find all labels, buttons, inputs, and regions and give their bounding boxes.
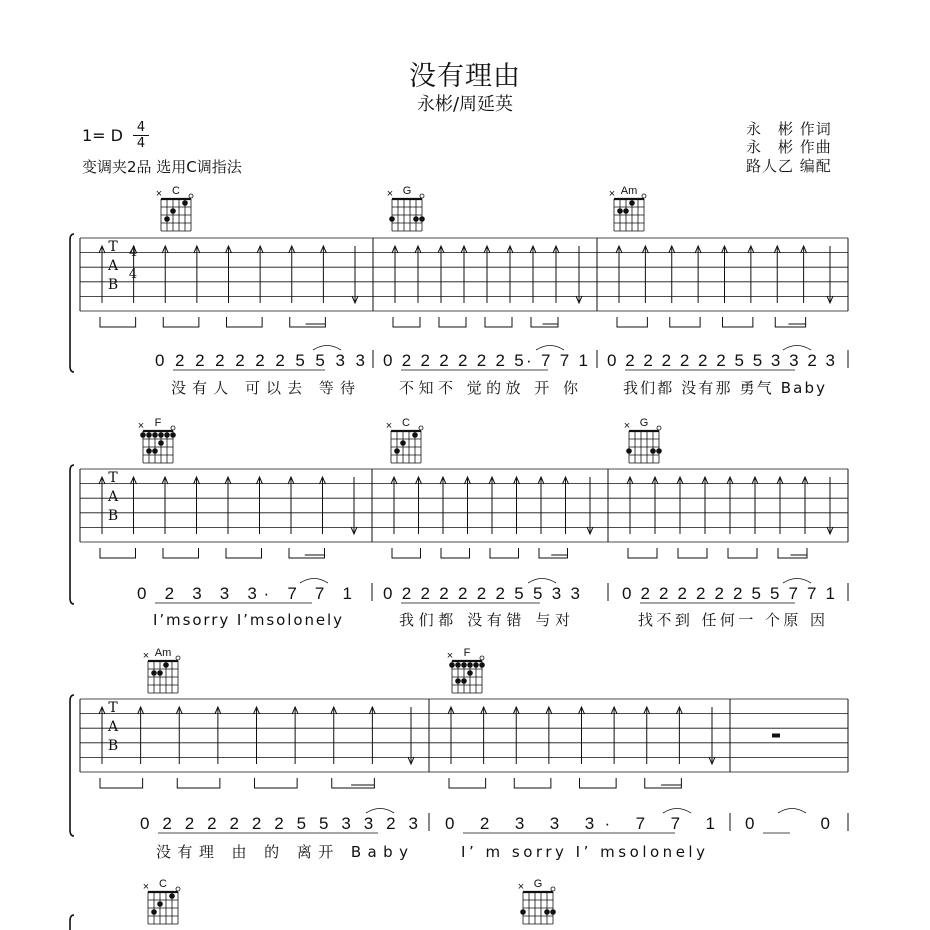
system-bracket [70,695,74,836]
rhythm-beam [531,317,558,327]
chord-finger-dot [455,662,461,668]
chord-finger-dot [170,208,176,214]
credit-lyricist: 永 彬 作词 [746,120,832,138]
chord-muted-string: × [446,650,454,662]
rhythm-beam [393,317,420,327]
chord-muted-string: × [142,881,150,893]
chord-muted-string: × [386,188,394,200]
chord-finger-dot [169,893,175,899]
time-signature-top: 4 [136,120,146,135]
rhythm-beam [100,778,143,788]
chord-muted-string: × [623,420,631,432]
jianpu-measure: 0 2 2 2 2 2 2 5· 7 7 1 [383,351,588,370]
chord-finger-dot [617,208,623,214]
chord-muted-string: × [137,420,145,432]
tie-slur [783,579,811,584]
chord-finger-dot [158,440,164,446]
chord-diagram-am-2 [609,185,646,231]
tab-clef-letter: A [107,489,119,505]
tie-slur [778,809,806,814]
rhythm-beam [226,548,262,558]
chord-open-string [189,194,193,198]
chord-muted-string: × [608,188,616,200]
chord-finger-dot [400,440,406,446]
chord-name: G [639,417,649,429]
chord-open-string [176,656,180,660]
lyric-line: 我们都 没有错 与对 [399,611,570,629]
rhythm-beam [728,548,757,558]
chord-finger-dot [544,909,550,915]
rhythm-beam [332,778,375,788]
chord-finger-dot [467,662,473,668]
chord-open-string [657,426,661,430]
chord-open-string [551,887,555,891]
chord-finger-dot [389,216,395,222]
rhythm-beam [227,317,263,327]
rhythm-beam [617,317,647,327]
chord-open-string [419,426,423,430]
chord-name: Am [154,647,172,659]
chord-diagram-c-0 [156,185,193,231]
chord-open-string [176,887,180,891]
chord-muted-string: × [155,188,163,200]
chord-diagram-g-2 [624,417,662,463]
chord-finger-dot [629,200,635,206]
rhythm-beam [485,317,512,327]
time-signature-bottom: 4 [136,136,146,151]
chord-finger-dot [394,448,400,454]
chord-finger-dot [461,678,467,684]
chord-finger-dot [164,216,170,222]
rhythm-beam [514,778,551,788]
chord-name: F [463,647,471,659]
rhythm-beam [775,317,805,327]
chord-name: F [154,417,162,429]
song-title: 没有理由 [409,61,521,92]
rhythm-beam [439,317,466,327]
tab-time-sig-top: 4 [128,245,138,260]
key-signature: 1= D [82,126,123,145]
rhythm-beam [723,317,753,327]
rhythm-beam [628,548,657,558]
rhythm-beam [163,317,199,327]
capo-instruction: 变调夹2品 选用C调指法 [82,158,242,176]
tie-slur [366,809,394,814]
rhythm-beam [580,778,617,788]
rhythm-beam [100,548,136,558]
tab-clef-letter: A [107,719,119,735]
jianpu-measure: 0 2 2 2 2 2 2 5 5 3 3 [155,351,365,370]
jianpu-measure: 0 0 [745,814,830,833]
chord-diagram-g-1 [518,878,556,924]
rhythm-beam [539,548,568,558]
chord-diagram-c-0 [143,878,180,924]
chord-name: C [402,417,410,429]
chord-finger-dot [419,216,425,222]
chord-finger-dot [164,432,170,438]
jianpu-measure: 0 2 2 2 2 2 2 5 5 7 7 1 [622,584,835,603]
rhythm-beam [392,548,421,558]
chord-finger-dot [479,662,485,668]
chord-name: C [159,878,167,890]
chord-finger-dot [157,670,163,676]
song-artists: 永彬/周延英 [416,94,514,115]
strum-pattern-2 [99,477,833,558]
chord-finger-dot [152,448,158,454]
chord-finger-dot [163,662,169,668]
rhythm-beam [441,548,470,558]
chord-finger-dot [146,432,152,438]
chord-diagram-c-1 [386,417,423,463]
chord-finger-dot [412,432,418,438]
credit-arranger: 路人乙 编配 [746,157,832,175]
jianpu-measure: 0 2 2 2 2 2 2 5 5 3 3 2 3 [140,814,418,833]
jianpu-measure: 0 2 2 2 2 2 2 5 5 3 3 2 3 [607,351,835,370]
rhythm-beam [678,548,707,558]
tie-slur [663,809,691,814]
tab-clef-letter: B [107,738,119,754]
jianpu-line-1 [155,346,848,398]
rhythm-beam [163,548,199,558]
tab-clef-letter: B [107,277,119,293]
chord-diagram-g-1 [387,185,425,231]
whole-rest [772,734,780,738]
tab-clef-letter: T [108,239,118,255]
chord-finger-dot [140,432,146,438]
chord-diagram-f-1 [447,647,485,693]
chord-finger-dot [656,448,662,454]
chord-diagram-am-0 [143,647,180,693]
jianpu-measure: 0 2 3 3 3· 7 7 1 [445,814,715,833]
rhythm-beam [449,778,486,788]
chord-finger-dot [623,208,629,214]
rhythm-beam [645,778,682,788]
lyric-line: 找不到 任何一 个原 因 [638,611,825,629]
chord-muted-string: × [142,650,150,662]
lyric-line: 我们都 没有那 勇气 Baby [623,379,825,397]
tab-clef-letter: A [107,258,119,274]
rhythm-beam [100,317,136,327]
rhythm-beam [778,548,807,558]
chord-finger-dot [455,678,461,684]
credit-composer: 永 彬 作曲 [746,138,832,156]
rhythm-beam [255,778,298,788]
rhythm-beam [670,317,700,327]
chord-finger-dot [467,670,473,676]
chord-finger-dot [626,448,632,454]
lyric-line: I’ m sorry I’ msolonely [461,843,705,861]
tie-slur [536,346,564,351]
tab-clef-letter: B [107,508,119,524]
chord-finger-dot [413,216,419,222]
tab-clef-letter: T [108,700,118,716]
chord-name: G [402,185,412,197]
chord-name: Am [620,185,638,197]
chord-finger-dot [650,448,656,454]
lyric-line: 不知不 觉的放 开 你 [399,379,578,397]
jianpu-measure: 0 2 3 3 3· 7 7 1 [137,584,352,603]
chord-finger-dot [151,670,157,676]
chord-finger-dot [461,662,467,668]
lyric-line: 没有理 由 的 离开 Baby [156,843,408,861]
chord-muted-string: × [385,420,393,432]
chord-finger-dot [182,200,188,206]
chord-finger-dot [157,901,163,907]
chord-finger-dot [146,448,152,454]
rhythm-beam [290,317,326,327]
chord-open-string [171,426,175,430]
chord-open-string [642,194,646,198]
chord-finger-dot [151,909,157,915]
chord-diagram-f-0 [138,417,176,463]
chord-finger-dot [520,909,526,915]
tab-clef-letter: T [108,470,118,486]
system-bracket [70,915,74,930]
chord-finger-dot [170,432,176,438]
chord-name: G [533,878,543,890]
jianpu-line-3 [140,809,848,862]
chord-finger-dot [473,662,479,668]
tie-slur [783,346,811,351]
tie-slur [528,579,556,584]
system-bracket [70,234,74,372]
rhythm-beam [177,778,220,788]
rhythm-beam [490,548,519,558]
chord-finger-dot [152,432,158,438]
tie-slur [300,579,328,584]
chord-muted-string: × [517,881,525,893]
jianpu-measure: 0 2 2 2 2 2 2 5 5 3 3 [383,584,580,603]
tab-time-sig-bottom: 4 [128,267,138,282]
lyric-line: 没有人 可以去 等待 [171,379,355,397]
system-bracket [70,465,74,604]
strum-pattern-3 [99,707,780,788]
chord-open-string [480,656,484,660]
rhythm-beam [289,548,325,558]
tie-slur [313,346,341,351]
chord-open-string [420,194,424,198]
jianpu-line-2 [137,579,848,630]
chord-finger-dot [158,432,164,438]
chord-finger-dot [550,909,556,915]
lyric-line: I’msorry I’msolonely [153,611,342,629]
chord-name: C [172,185,180,197]
strum-pattern-1 [99,246,833,327]
chord-finger-dot [449,662,455,668]
